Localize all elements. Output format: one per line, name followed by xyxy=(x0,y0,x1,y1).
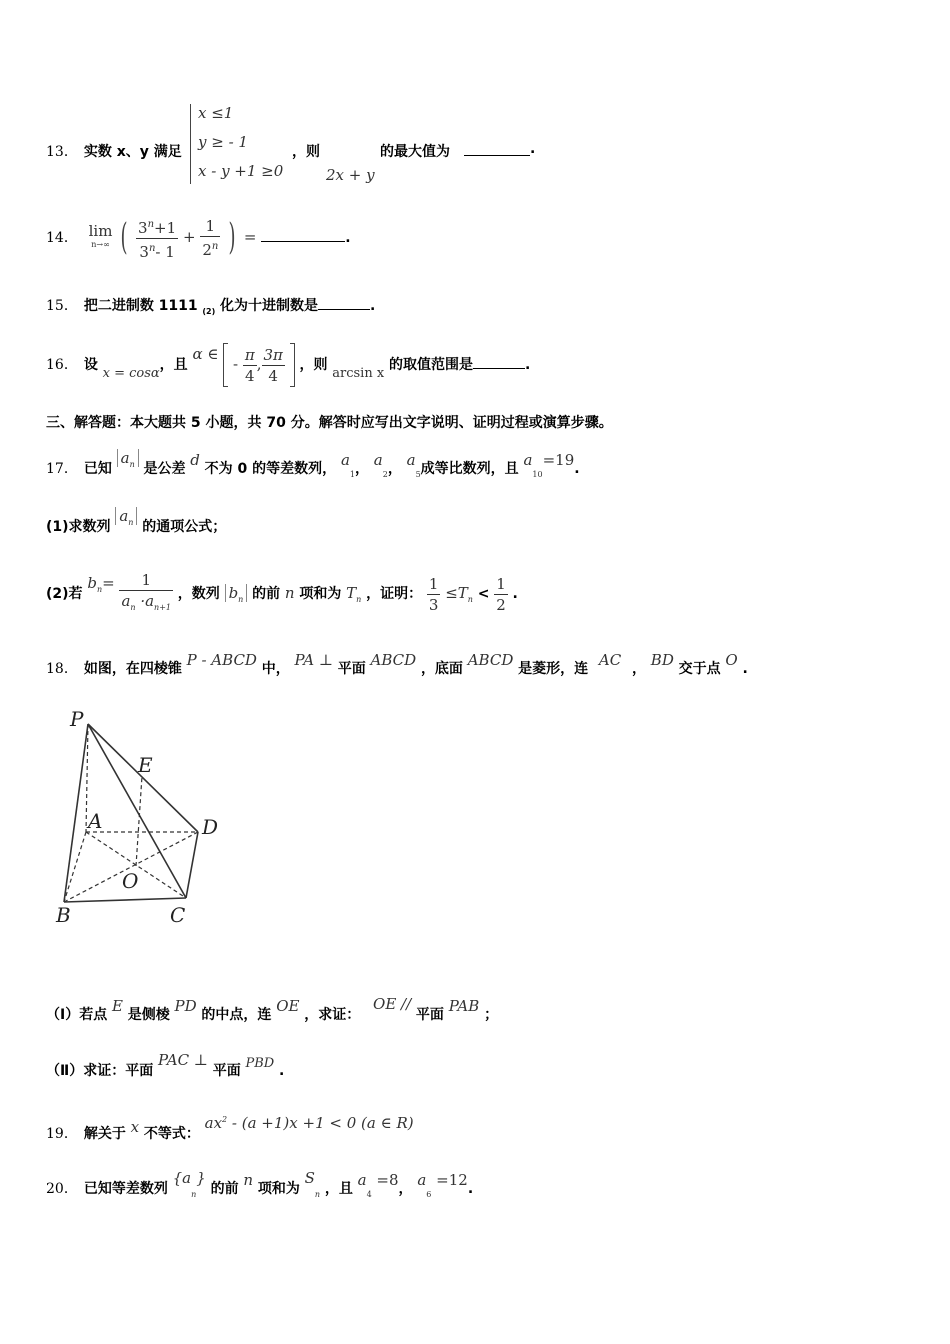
question-15: 15． 把二进制数 1111 $_{(2)}$ 化为十进制数是 . xyxy=(46,294,375,323)
question-text: 实数 x、y 满足 xyxy=(83,144,182,160)
question-number: 16． xyxy=(46,357,78,373)
system-brace xyxy=(190,104,191,184)
fraction-one-half: $\frac{1}{2}$ xyxy=(496,574,506,614)
edge-PB xyxy=(64,724,88,902)
fraction-1: $\frac{3^n+1}{3^n- 1}$ xyxy=(136,215,178,262)
lim-symbol: lim xyxy=(88,222,113,240)
constraint-2: y ≥ - 1 xyxy=(198,133,248,151)
arcsin-x: arcsin x xyxy=(332,366,385,381)
question-18: 18． 如图，在四棱锥 P - ABCD 中， PA ⊥ 平面 ABCD ，底面 ABCD 是菱形，连 AC ， BD 交于点 O . xyxy=(46,651,748,677)
edge-AB xyxy=(64,832,86,902)
label-A: A xyxy=(88,809,103,833)
label-O: O xyxy=(122,869,139,893)
x-cos-alpha: x = cosα xyxy=(102,366,160,381)
question-number: 19． xyxy=(46,1126,78,1142)
q18-part-1: （Ⅰ）若点 E 是侧棱 PD 的中点，连 OE ，求证： OE // 平面 PAB ； xyxy=(46,995,499,1023)
plus-sign: + xyxy=(182,228,196,246)
label-E: E xyxy=(138,753,153,777)
label-C: C xyxy=(170,903,186,927)
constraint-3: x - y +1 ≥0 xyxy=(198,162,284,180)
lim-subscript: n→∞ xyxy=(91,240,110,249)
q17-part-1: (1)求数列 $a_n$ 的通项公式； xyxy=(46,507,227,535)
label-P: P xyxy=(70,707,84,731)
alpha-in: α ∈ xyxy=(192,345,219,363)
answer-blank xyxy=(473,354,525,369)
edge-CD xyxy=(186,832,198,898)
question-number: 17． xyxy=(46,461,78,477)
question-16: 16． 设 x = cosα，且 α ∈ - $\frac{\pi}{4}$ , $\frac{3\pi}{4}$ ，则 arcsin x 的取值范围是 . xyxy=(46,330,530,398)
question-number: 18． xyxy=(46,661,78,677)
objective-expression: 2x + y xyxy=(326,166,375,184)
question-number: 14． xyxy=(46,230,78,246)
question-end: . xyxy=(530,141,536,157)
bn-fraction: $\frac{1}{a_n \cdot a_{n+1}}$ xyxy=(121,571,171,612)
question-14: 14． lim n→∞ ( $\frac{3^n+1}{3^n- 1}$ + $\frac{1}{2^n}$ ) = . xyxy=(46,212,351,263)
label-B: B xyxy=(56,903,71,927)
fraction-pi-4: $\frac{\pi}{4}$ xyxy=(244,345,255,385)
question-number: 13． xyxy=(46,144,78,160)
edge-BC xyxy=(64,898,186,902)
equals-sign: = xyxy=(243,228,257,246)
answer-blank xyxy=(261,227,345,242)
q18-part-2: （Ⅱ）求证：平面 PAC ⊥ 平面 PBD . xyxy=(46,1051,285,1079)
question-text: 的最大值为 xyxy=(380,144,450,160)
pyramid-figure xyxy=(50,700,230,940)
question-number: 15． xyxy=(46,298,78,314)
inequality: $ax^2 - (a +1)x +1 < 0$ (a ∈ R) xyxy=(204,1114,414,1132)
fraction-3pi-4: $\frac{3\pi}{4}$ xyxy=(263,345,283,385)
question-19: 19． 解关于 x 不等式： $ax^2 - (a +1)x +1 < 0$ (a ∈ R) xyxy=(46,1114,414,1142)
constraint-1: x ≤1 xyxy=(198,104,234,122)
fraction-2: $\frac{1}{2^n}$ xyxy=(202,217,219,259)
edge-PD xyxy=(88,724,198,832)
fraction-one-third: $\frac{1}{3}$ xyxy=(428,574,439,614)
answer-blank xyxy=(318,295,370,310)
question-number: 20． xyxy=(46,1181,78,1197)
question-17: 17． 已知 $a_n$ 是公差 d 不为 0 的等差数列， $a_1$， $a_2$， $a_5$成等比数列，且 $a_{10}=19$. xyxy=(46,449,580,479)
segment-OE xyxy=(136,776,142,866)
answer-blank xyxy=(464,141,530,156)
binary-number: 1111 xyxy=(158,298,198,314)
base-subscript: (2) xyxy=(202,307,216,316)
section-heading: 三、解答题：本大题共 5 小题，共 70 分。解答时应写出文字说明、证明过程或演算步骤。 xyxy=(46,415,613,431)
question-20: 20． 已知等差数列 $\{a_n\}$ 的前 n 项和为 $S_n$ ，且 $a_4 =8$， $a_6 =12$. xyxy=(46,1169,474,1199)
q17-part-2: (2)若 $b_n=$ $\frac{1}{a_n \cdot a_{n+1}}$ ，数列 $b_n$ 的前 n 项和为 $T_n$ ，证明： $\frac{1}{3}$ $\le T_n$ < $\frac{1}{2}$ . xyxy=(46,558,518,625)
label-D: D xyxy=(202,815,219,839)
question-text: ，则 xyxy=(292,144,320,160)
